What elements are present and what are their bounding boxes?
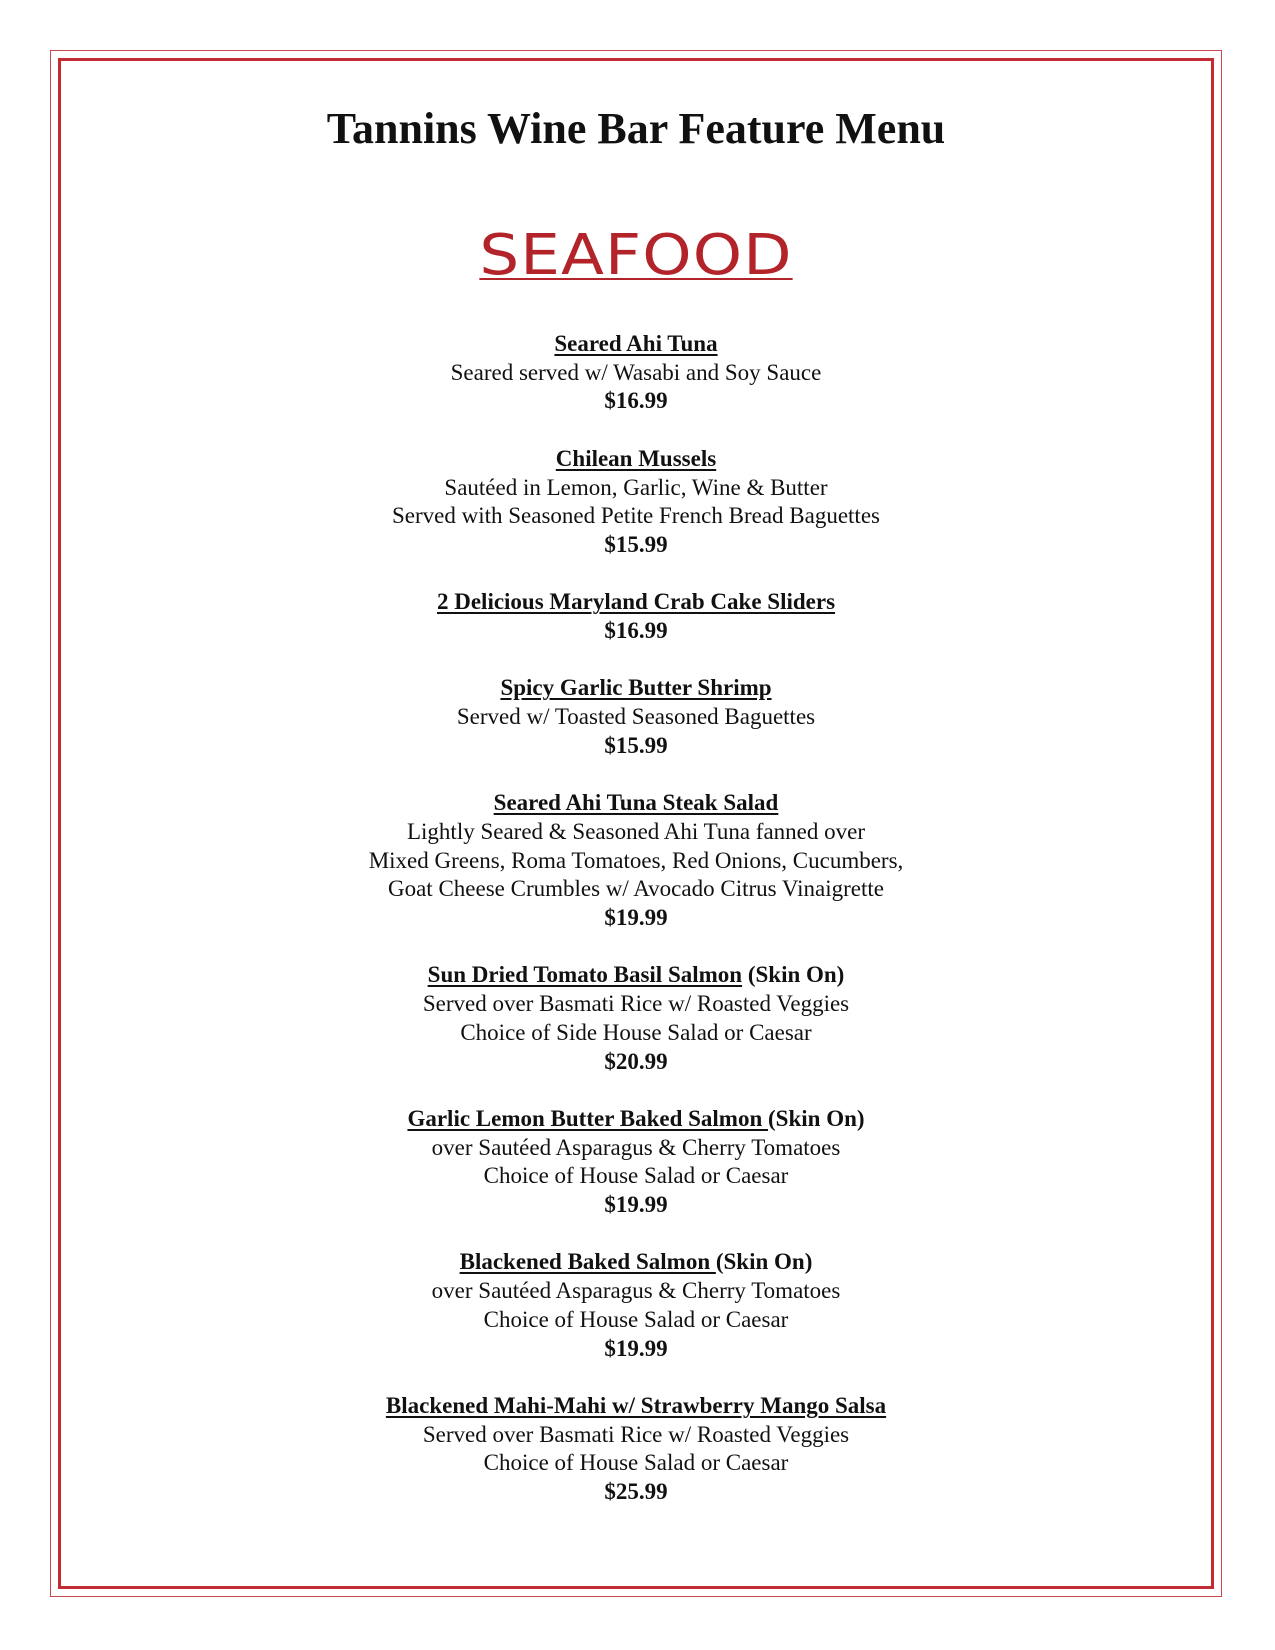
menu-item-description: Seared served w/ Wasabi and Soy Sauce (450, 359, 822, 385)
menu-item (58, 1392, 1214, 1507)
menu-item-price: $15.99 (604, 732, 668, 758)
menu-item-name-text: Blackened Mahi-Mahi w/ Strawberry Mango Salsa (385, 1392, 887, 1418)
menu-item (58, 445, 1214, 560)
section-heading-seafood: SEAFOOD (479, 223, 793, 288)
menu-item-price: $16.99 (604, 388, 668, 414)
menu-item-description: Served over Basmati Rice w/ Roasted Veggies (422, 991, 850, 1017)
menu-item-name (58, 1248, 1214, 1277)
menu-item-name (58, 588, 1214, 617)
menu-item-description: Choice of House Salad or Caesar (483, 1450, 789, 1476)
menu-item-name (58, 1392, 1214, 1421)
menu-item-description: over Sautéed Asparagus & Cherry Tomatoes (431, 1278, 841, 1304)
menu-item (58, 1248, 1214, 1363)
menu-item (58, 674, 1214, 760)
menu-item-name (58, 445, 1214, 474)
menu-item-name (58, 330, 1214, 359)
menu-item-name-text: 2 Delicious Maryland Crab Cake Sliders (436, 589, 836, 615)
menu-item-name-text: Spicy Garlic Butter Shrimp (500, 675, 772, 701)
menu-item-name (58, 674, 1214, 703)
menu-item-name-text: Chilean Mussels (555, 445, 717, 471)
menu-item-name-text: Seared Ahi Tuna (554, 331, 718, 356)
menu-item-name-suffix: (Skin On) (768, 1105, 865, 1131)
menu-item-description: Choice of Side House Salad or Caesar (460, 1019, 812, 1045)
menu-item-price: $19.99 (604, 905, 668, 930)
menu-item-list (58, 330, 1214, 1535)
menu-item-price: $25.99 (604, 1479, 668, 1504)
menu-item (58, 961, 1214, 1076)
menu-item-name-suffix: (Skin On) (742, 962, 845, 988)
menu-item-description: Goat Cheese Crumbles w/ Avocado Citrus Vinaigrette (387, 876, 884, 902)
menu-item-description: Mixed Greens, Roma Tomatoes, Red Onions, Cucumbers, (368, 847, 904, 873)
menu-item (58, 1105, 1214, 1220)
menu-item-name (58, 961, 1214, 990)
menu-title: Tannins Wine Bar Feature Menu (326, 104, 946, 153)
menu-item-description: Served with Seasoned Petite French Bread Baguettes (392, 503, 880, 529)
menu-item-name-text: Sun Dried Tomato Basil Salmon (427, 962, 743, 988)
menu-item-description: Served over Basmati Rice w/ Roasted Veggies (422, 1421, 850, 1447)
menu-item-name (58, 789, 1214, 818)
menu-item-name-text: Blackened Baked Salmon (459, 1249, 716, 1275)
menu-item-price: $15.99 (604, 531, 668, 557)
menu-item-name-text: Seared Ahi Tuna Steak Salad (493, 790, 779, 816)
menu-item-name (58, 1105, 1214, 1134)
menu-item-description: Choice of House Salad or Caesar (483, 1306, 789, 1332)
menu-item (58, 330, 1214, 416)
menu-item-description: over Sautéed Asparagus & Cherry Tomatoes (431, 1134, 841, 1160)
menu-item-description: Served w/ Toasted Seasoned Baguettes (456, 704, 816, 730)
menu-item-name-text: Garlic Lemon Butter Baked Salmon (407, 1105, 769, 1131)
menu-item-description: Lightly Seared & Seasoned Ahi Tuna fanned over (406, 818, 865, 844)
menu-item-name-suffix: (Skin On) (715, 1249, 813, 1275)
menu-item-description: Sautéed in Lemon, Garlic, Wine & Butter (444, 474, 828, 500)
menu-item-price: $19.99 (604, 1335, 668, 1361)
menu-item (58, 789, 1214, 933)
menu-item (58, 588, 1214, 645)
menu-item-price: $19.99 (604, 1192, 668, 1217)
menu-item-price: $16.99 (604, 618, 668, 643)
menu-item-description: Choice of House Salad or Caesar (483, 1163, 789, 1189)
menu-item-price: $20.99 (604, 1048, 668, 1074)
